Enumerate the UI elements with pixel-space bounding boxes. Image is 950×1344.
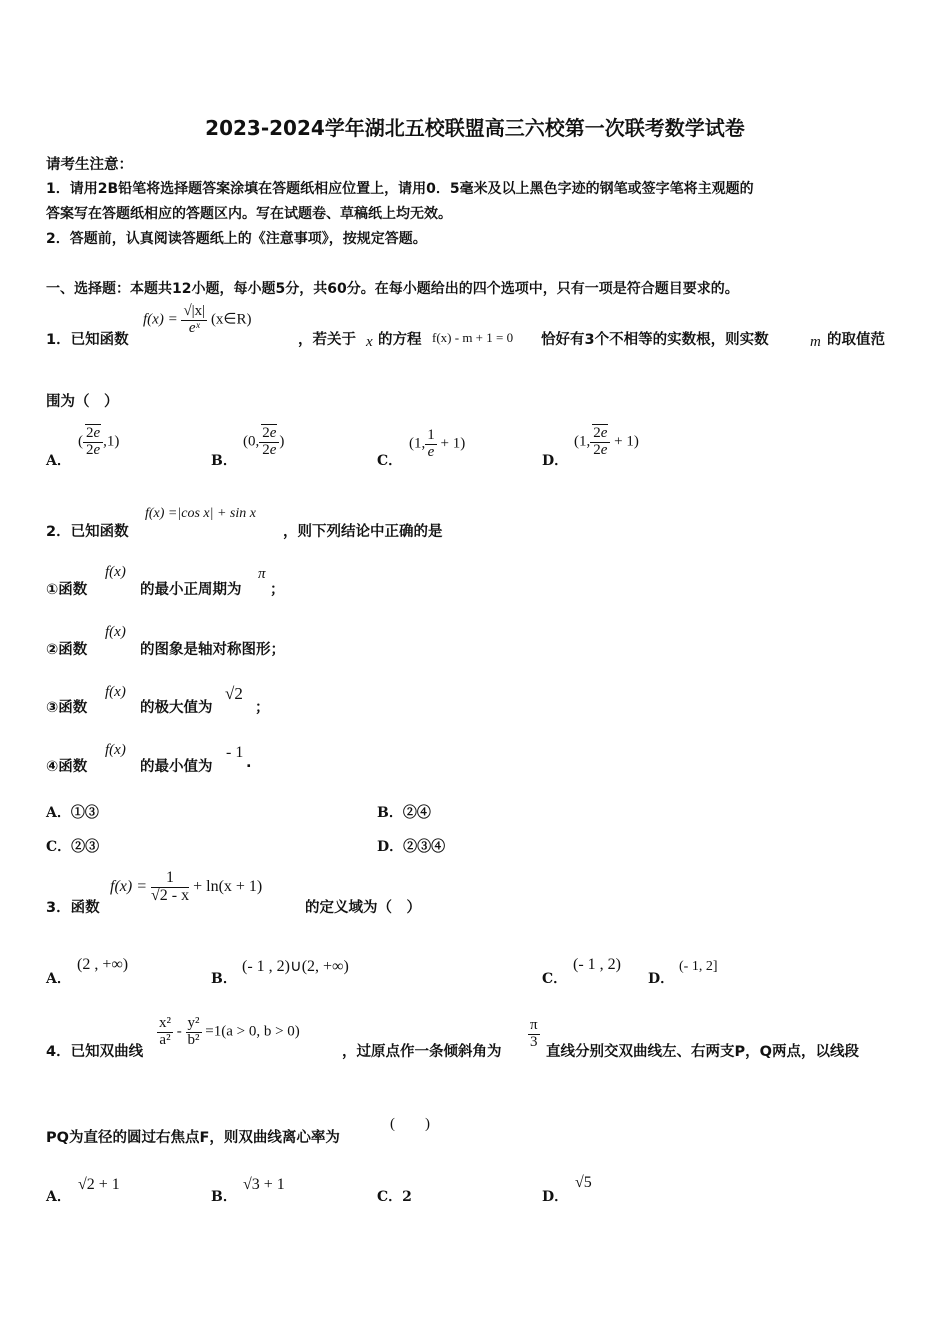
q1-formula-domain: (x∈R) [210,311,252,328]
q3-option-b-value[interactable]: (- 1 , 2)∪(2, +∞) [242,958,349,975]
q4-lead: 4．已知双曲线 [46,1044,144,1060]
q2-item-4-end: . [246,755,252,771]
q4-option-a-label[interactable]: A． [46,1189,71,1205]
q4-option-a-value[interactable]: √2 + 1 [78,1176,120,1193]
q1-equation: f(x) - m + 1 = 0 [432,330,514,345]
q2-option-b-value: ②④ [402,805,431,821]
q4-option-d-label[interactable]: D． [542,1189,569,1205]
q2-item-3-value: √2 [225,684,243,703]
q1-option-a-label[interactable]: A． [46,453,71,469]
q2-item-2-text: 的图象是轴对称图形； [140,642,285,658]
q1-option-a-value[interactable]: ( $\frac{2e}{2e}$ ,1) [78,425,120,458]
q2-item-3-fx: f(x) [105,684,126,700]
q1-function-formula [143,304,252,337]
q1-option-b-label[interactable]: B． [211,453,237,469]
q2-item-4-fx: f(x) [105,742,126,758]
q3-formula-lhs: f(x) = [110,877,147,895]
q2-item-4-value: - 1 [226,744,244,761]
q1-option-d-label[interactable]: D． [542,453,569,469]
q1-formula-numerator: √|x| [183,303,206,319]
q2-item-2-mark: ②函数 [46,642,88,658]
q4-option-b-value[interactable]: √3 + 1 [243,1176,285,1193]
q2-item-2-fx: f(x) [105,624,126,640]
q4-angle: $\frac{\pi}{3}$ [530,1017,538,1050]
q3-option-d-label[interactable]: D． [648,971,675,987]
q3-option-c-label[interactable]: C． [542,971,568,987]
q2-option-d-label: D． [377,839,404,855]
q3-formula-numerator: 1 [151,870,189,888]
q2-option-d-value: ②③④ [403,839,446,855]
q4-option-c[interactable] [377,1186,412,1206]
q3-option-b-label[interactable]: B． [211,971,237,987]
q1-mid-3: 恰好有3个不相等的实数根，则实数 [541,332,769,348]
q2-option-b[interactable] [377,802,431,822]
q2-option-a-label: A． [46,805,71,821]
q3-option-a-value[interactable]: (2 , +∞) [77,956,129,973]
q2-item-3-text: 的极大值为 [140,700,213,716]
q3-formula [110,870,262,905]
q4-mid-2: 直线分别交双曲线左、右两支P，Q两点，以线段 [546,1044,859,1060]
q2-lead: 2．已知函数 [46,524,129,540]
q4-option-d-value[interactable]: √5 [575,1174,592,1191]
q4-option-b-label[interactable]: B． [211,1189,237,1205]
q2-tail: ，则下列结论中正确的是 [283,524,443,540]
q3-formula-rhs: + ln(x + 1) [193,877,263,895]
q2-item-1-text: 的最小正周期为 [140,582,242,598]
q2-item-3-end: ； [255,700,270,716]
q2-item-1-mark: ①函数 [46,582,88,598]
q1-option-b-value[interactable]: (0, $\frac{2e}{2e}$ ) [243,425,285,458]
q3-lead: 3．函数 [46,900,100,916]
q4-formula: $\frac{\text{x²}}{\text{a²}}$ - $\frac{\text{y²}}{\text{b²}}$ =1(a > 0, b > 0) [159,1015,300,1048]
q4-line-2: PQ为直径的圆过右焦点F，则双曲线离心率为 [46,1130,340,1146]
q4-option-c-value: 2 [402,1189,412,1205]
q2-option-d[interactable] [377,836,445,856]
q1-var-m: m [810,334,821,350]
page-title: 2023-2024学年湖北五校联盟高三六校第一次联考数学试卷 [205,116,745,140]
q2-option-c[interactable] [46,836,99,856]
q1-formula-denominator: eˣ [188,319,200,336]
q1-lead: 1．已知函数 [46,332,129,348]
q3-tail: 的定义域为（ ） [305,900,421,916]
q3-option-d-value[interactable]: (- 1, 2] [679,959,718,974]
q2-item-1-end: ； [270,582,285,598]
q2-option-c-value: ②③ [71,839,100,855]
notice-line-2: 答案写在答题纸相应的答题区内。写在试题卷、草稿纸上均无效。 [46,206,452,222]
notice-heading: 请考生注意： [46,157,133,173]
q3-formula-denominator: √2 - x [151,886,190,904]
notice-line-1: 1．请用2B铅笔将选择题答案涂填在答题纸相应位置上，请用0．5毫米及以上黑色字迹的钢笔或签字笔将主观题的 [46,181,754,197]
q4-mid-1: ，过原点作一条倾斜角为 [342,1044,502,1060]
q2-option-a[interactable] [46,802,99,822]
q1-option-d-value[interactable]: (1, $\frac{2e}{2e}$ + 1) [574,425,639,458]
q1-formula-lhs: f(x) = [143,311,178,328]
q4-answer-paren: ( ) [390,1116,430,1132]
q2-item-4-text: 的最小值为 [140,759,213,775]
q1-option-c-label[interactable]: C． [377,453,403,469]
q2-item-4-mark: ④函数 [46,759,88,775]
section-heading: 一、选择题：本题共12小题，每小题5分，共60分。在每小题给出的四个选项中，只有一项是符合题目要求的。 [46,281,739,297]
q2-item-1-value: π [258,566,266,582]
q2-option-b-label: B． [377,805,403,821]
q3-option-a-label[interactable]: A． [46,971,71,987]
q1-line-2: 围为（ ） [46,394,119,410]
q2-item-1-fx: f(x) [105,564,126,580]
q1-mid-2: 的方程 [378,332,422,348]
q2-option-c-label: C． [46,839,72,855]
q1-mid-1: ，若关于 [298,332,356,348]
q4-option-c-label: C． [377,1189,403,1205]
q1-mid-4: 的取值范 [827,332,885,348]
notice-line-3: 2．答题前，认真阅读答题纸上的《注意事项》，按规定答题。 [46,231,427,247]
q2-formula: f(x) =|cos x| + sin x [145,506,256,521]
q2-option-a-value: ①③ [70,805,99,821]
q3-option-c-value[interactable]: (- 1 , 2) [573,956,621,973]
q1-var-x: x [366,334,373,350]
q2-item-3-mark: ③函数 [46,700,88,716]
q1-option-c-value[interactable]: (1, $\frac{1}{e}$ + 1) [409,427,466,460]
